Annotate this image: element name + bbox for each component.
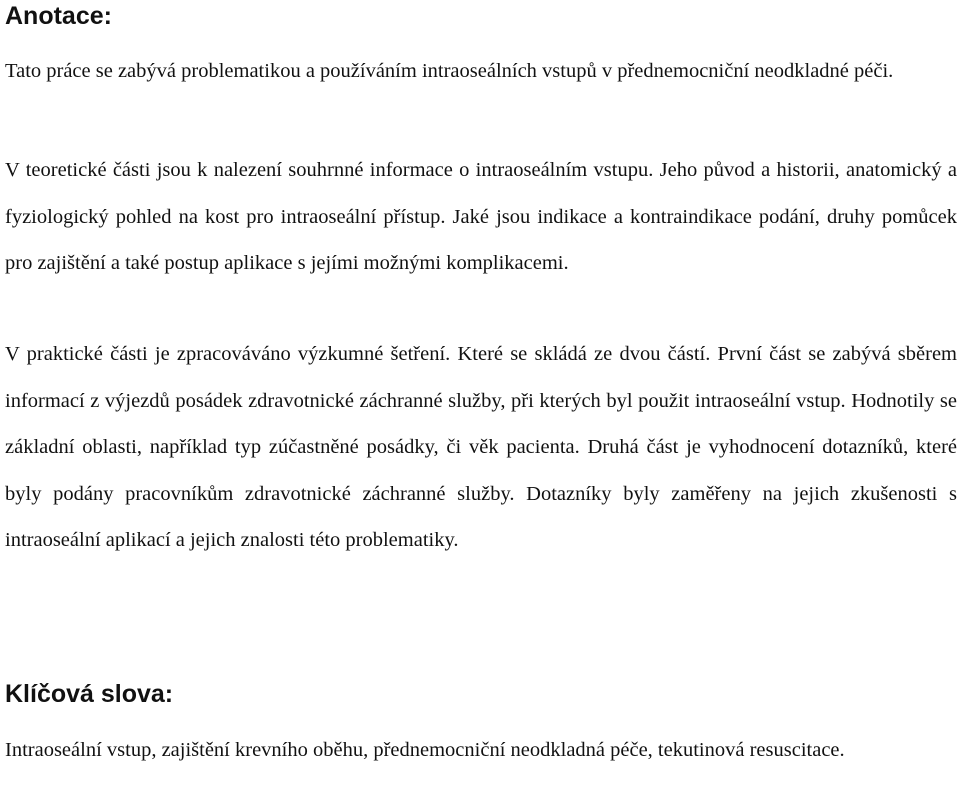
abstract-heading: Anotace: <box>5 2 112 30</box>
keywords-text: Intraoseální vstup, zajištění krevního oběhu, přednemocniční neodkladná péče, tekutinová resuscitace. <box>5 739 845 761</box>
keywords-heading: Klíčová slova: <box>5 680 174 708</box>
abstract-paragraph-practice: V praktické části je zpracováváno výzkumné šetření. Které se skládá ze dvou částí. První část se zabývá sběrem informací z výjezdů posádek zdravotnické záchranné služby, při kterých byl použit intraoseální vstup. Hodnotily se základní oblasti, například typ zúčastněné posádky, či věk pacienta. Druhá část je vyhodnocení dotazníků, které byly podány pracovníkům zdravotnické záchranné služby. Dotazníky byly zaměřeny na jejich zkušenosti s intraoseální aplikací a jejich znalosti této problematiky. <box>5 343 957 551</box>
abstract-paragraph-intro: Tato práce se zabývá problematikou a používáním intraoseálních vstupů v přednemocniční neodkladné péči. <box>5 60 894 82</box>
abstract-paragraph-theory: V teoretické části jsou k nalezení souhrnné informace o intraoseálním vstupu. Jeho původ a historii, anatomický a fyziologický pohled na kost pro intraoseální přístup. Jaké jsou indikace a kontraindikace podání, druhy pomůcek pro zajištění a také postup aplikace s jejími možnými komplikacemi. <box>5 159 957 274</box>
